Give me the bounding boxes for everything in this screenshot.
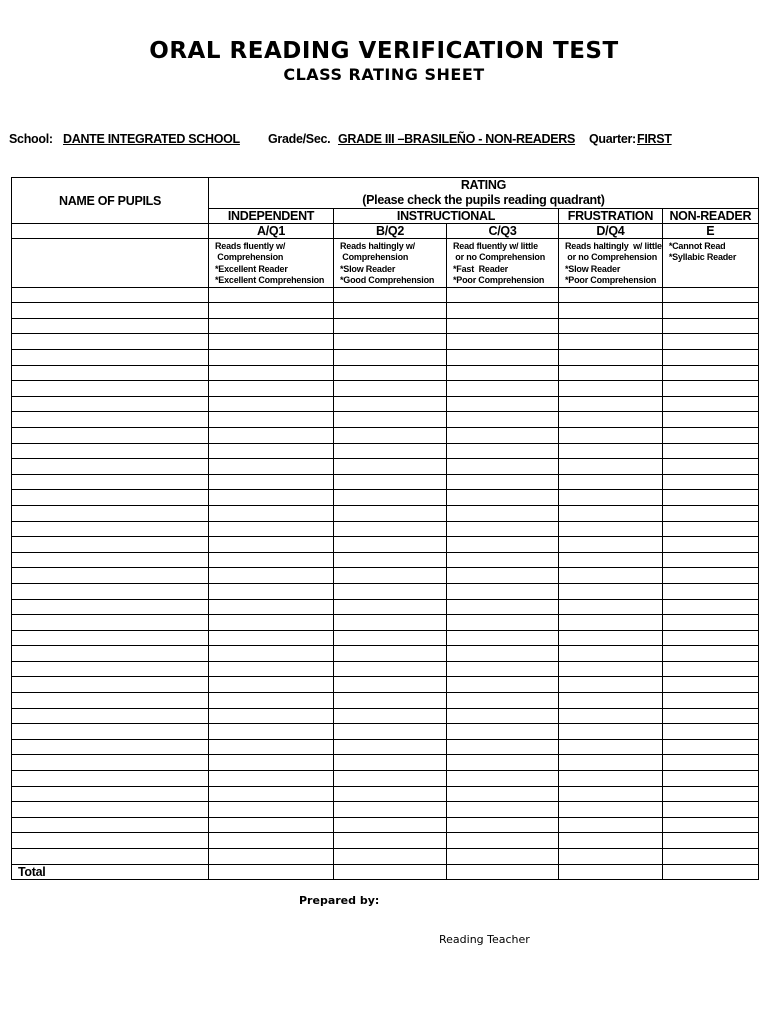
table-row [12, 381, 759, 397]
rating-check-cell[interactable] [559, 646, 663, 662]
rating-check-cell[interactable] [559, 615, 663, 631]
pupil-name-cell[interactable] [12, 786, 209, 802]
rating-check-cell[interactable] [559, 381, 663, 397]
pupil-name-cell[interactable] [12, 568, 209, 584]
rating-check-cell[interactable] [334, 677, 447, 693]
rating-check-cell[interactable] [334, 474, 447, 490]
rating-check-cell[interactable] [209, 350, 334, 366]
rating-check-cell[interactable] [662, 630, 758, 646]
table-row [12, 693, 759, 709]
rating-check-cell[interactable] [209, 646, 334, 662]
pupil-name-cell[interactable] [12, 521, 209, 537]
rating-check-cell[interactable] [334, 412, 447, 428]
rating-check-cell[interactable] [662, 334, 758, 350]
table-row [12, 786, 759, 802]
rating-check-cell[interactable] [209, 630, 334, 646]
rating-check-cell[interactable] [662, 661, 758, 677]
rating-check-cell[interactable] [209, 599, 334, 615]
rating-check-cell[interactable] [447, 599, 559, 615]
pupil-name-cell[interactable] [12, 412, 209, 428]
rating-check-cell[interactable] [447, 396, 559, 412]
pupil-name-cell[interactable] [12, 724, 209, 740]
name-of-pupils-header: NAME OF PUPILS [12, 178, 209, 224]
table-row [12, 443, 759, 459]
rating-check-cell[interactable] [559, 396, 663, 412]
total-cell[interactable] [209, 864, 334, 879]
total-label: Total [12, 864, 209, 879]
rating-check-cell[interactable] [559, 459, 663, 475]
pupil-name-cell[interactable] [12, 537, 209, 553]
rating-check-cell[interactable] [209, 537, 334, 553]
rating-check-cell[interactable] [559, 724, 663, 740]
pupil-name-cell[interactable] [12, 630, 209, 646]
rating-check-cell[interactable] [209, 303, 334, 319]
rating-check-cell[interactable] [334, 318, 447, 334]
rating-check-cell[interactable] [447, 739, 559, 755]
pupil-name-cell[interactable] [12, 287, 209, 303]
rating-check-cell[interactable] [447, 786, 559, 802]
rating-check-cell[interactable] [559, 802, 663, 818]
table-row [12, 833, 759, 849]
rating-check-cell[interactable] [334, 350, 447, 366]
table-row [12, 474, 759, 490]
table-row [12, 490, 759, 506]
rating-check-cell[interactable] [447, 443, 559, 459]
rating-check-cell[interactable] [662, 427, 758, 443]
rating-check-cell[interactable] [662, 521, 758, 537]
rating-check-cell[interactable] [559, 817, 663, 833]
rating-check-cell[interactable] [447, 381, 559, 397]
rating-title: RATING [460, 178, 506, 192]
rating-check-cell[interactable] [209, 693, 334, 709]
rating-check-cell[interactable] [334, 771, 447, 787]
pupil-name-cell[interactable] [12, 350, 209, 366]
rating-check-cell[interactable] [334, 817, 447, 833]
rating-check-cell[interactable] [559, 677, 663, 693]
rating-check-cell[interactable] [334, 443, 447, 459]
rating-check-cell[interactable] [447, 646, 559, 662]
table-row [12, 739, 759, 755]
rating-check-cell[interactable] [662, 615, 758, 631]
pupil-name-cell[interactable] [12, 490, 209, 506]
rating-check-cell[interactable] [662, 381, 758, 397]
rating-check-cell[interactable] [447, 833, 559, 849]
rating-check-cell[interactable] [447, 583, 559, 599]
rating-check-cell[interactable] [447, 724, 559, 740]
rating-check-cell[interactable] [662, 287, 758, 303]
table-row [12, 412, 759, 428]
quarter-value: FIRST [637, 132, 672, 146]
rating-check-cell[interactable] [209, 552, 334, 568]
table-row [12, 568, 759, 584]
rating-check-cell[interactable] [662, 459, 758, 475]
rating-check-cell[interactable] [662, 396, 758, 412]
rating-check-cell[interactable] [662, 318, 758, 334]
table-row [12, 521, 759, 537]
rating-check-cell[interactable] [334, 365, 447, 381]
rating-check-cell[interactable] [447, 318, 559, 334]
table-row [12, 708, 759, 724]
rating-check-cell[interactable] [334, 381, 447, 397]
rating-check-cell[interactable] [559, 708, 663, 724]
rating-check-cell[interactable] [662, 552, 758, 568]
table-row [12, 350, 759, 366]
pupil-name-cell[interactable] [12, 739, 209, 755]
total-cell[interactable] [447, 864, 559, 879]
table-row [12, 802, 759, 818]
rating-check-cell[interactable] [209, 474, 334, 490]
rating-check-cell[interactable] [662, 490, 758, 506]
rating-check-cell[interactable] [559, 630, 663, 646]
rating-check-cell[interactable] [209, 443, 334, 459]
rating-check-cell[interactable] [447, 303, 559, 319]
rating-check-cell[interactable] [447, 817, 559, 833]
rating-check-cell[interactable] [334, 568, 447, 584]
rating-check-cell[interactable] [662, 802, 758, 818]
rating-check-cell[interactable] [209, 802, 334, 818]
pupil-name-cell[interactable] [12, 708, 209, 724]
rating-check-cell[interactable] [559, 552, 663, 568]
rating-check-cell[interactable] [334, 427, 447, 443]
rating-table [11, 177, 759, 880]
rating-check-cell[interactable] [334, 505, 447, 521]
rating-check-cell[interactable] [559, 334, 663, 350]
rating-check-cell[interactable] [334, 552, 447, 568]
pupil-name-cell[interactable] [12, 365, 209, 381]
rating-check-cell[interactable] [447, 505, 559, 521]
rating-check-cell[interactable] [334, 490, 447, 506]
rating-check-cell[interactable] [209, 459, 334, 475]
pupil-name-cell[interactable] [12, 615, 209, 631]
pupil-name-cell[interactable] [12, 318, 209, 334]
rating-check-cell[interactable] [662, 739, 758, 755]
table-row [12, 817, 759, 833]
table-row [12, 365, 759, 381]
rating-check-cell[interactable] [447, 677, 559, 693]
school-label: School: [9, 132, 53, 146]
rating-check-cell[interactable] [662, 365, 758, 381]
rating-check-cell[interactable] [209, 412, 334, 428]
description-cell: Read fluently w/ little or no Comprehension *Fast Reader *Poor Comprehension [447, 239, 559, 288]
rating-check-cell[interactable] [559, 427, 663, 443]
rating-check-cell[interactable] [209, 318, 334, 334]
rating-check-cell[interactable] [334, 459, 447, 475]
rating-check-cell[interactable] [209, 287, 334, 303]
table-row [12, 303, 759, 319]
rating-check-cell[interactable] [334, 786, 447, 802]
pupil-name-cell[interactable] [12, 459, 209, 475]
rating-check-cell[interactable] [209, 396, 334, 412]
rating-check-cell[interactable] [559, 412, 663, 428]
rating-check-cell[interactable] [447, 771, 559, 787]
table-row [12, 552, 759, 568]
pupil-name-cell[interactable] [12, 693, 209, 709]
table-row [12, 771, 759, 787]
rating-check-cell[interactable] [447, 849, 559, 865]
rating-check-cell[interactable] [447, 334, 559, 350]
pupil-name-cell[interactable] [12, 334, 209, 350]
pupil-name-cell[interactable] [12, 833, 209, 849]
rating-check-cell[interactable] [334, 739, 447, 755]
pupil-name-cell[interactable] [12, 552, 209, 568]
rating-check-cell[interactable] [662, 771, 758, 787]
quarter-label: Quarter: [589, 132, 636, 146]
table-row [12, 505, 759, 521]
code-cell: A/Q1 [209, 224, 334, 239]
rating-check-cell[interactable] [334, 334, 447, 350]
pupil-name-cell[interactable] [12, 771, 209, 787]
category-independent: INDEPENDENT [209, 209, 334, 224]
rating-check-cell[interactable] [447, 287, 559, 303]
code-cell: E [662, 224, 758, 239]
rating-check-cell[interactable] [662, 599, 758, 615]
rating-check-cell[interactable] [334, 724, 447, 740]
table-row [12, 724, 759, 740]
rating-check-cell[interactable] [559, 474, 663, 490]
rating-check-cell[interactable] [559, 786, 663, 802]
grade-value: GRADE III –BRASILEÑO - NON-READERS [338, 132, 576, 146]
rating-check-cell[interactable] [209, 755, 334, 771]
rating-note: (Please check the pupils reading quadrant) [362, 193, 605, 207]
rating-check-cell[interactable] [662, 693, 758, 709]
rating-check-cell[interactable] [662, 568, 758, 584]
pupil-name-cell[interactable] [12, 505, 209, 521]
rating-check-cell[interactable] [334, 615, 447, 631]
rating-check-cell[interactable] [334, 646, 447, 662]
rating-check-cell[interactable] [334, 521, 447, 537]
rating-check-cell[interactable] [334, 583, 447, 599]
rating-check-cell[interactable] [559, 755, 663, 771]
rating-check-cell[interactable] [662, 350, 758, 366]
rating-check-cell[interactable] [447, 693, 559, 709]
pupil-name-cell[interactable] [12, 802, 209, 818]
rating-check-cell[interactable] [662, 786, 758, 802]
rating-check-cell[interactable] [447, 802, 559, 818]
rating-check-cell[interactable] [209, 677, 334, 693]
table-row [12, 615, 759, 631]
rating-check-cell[interactable] [447, 474, 559, 490]
total-cell[interactable] [334, 864, 447, 879]
rating-check-cell[interactable] [662, 646, 758, 662]
rating-check-cell[interactable] [209, 661, 334, 677]
total-cell[interactable] [662, 864, 758, 879]
table-row [12, 755, 759, 771]
rating-check-cell[interactable] [209, 334, 334, 350]
rating-check-cell[interactable] [447, 615, 559, 631]
rating-check-cell[interactable] [559, 521, 663, 537]
document-title: ORAL READING VERIFICATION TEST [149, 38, 619, 64]
description-cell: Reads haltingly w/ Comprehension *Slow Reader *Good Comprehension [334, 239, 447, 288]
rating-check-cell[interactable] [209, 568, 334, 584]
rating-check-cell[interactable] [447, 537, 559, 553]
pupil-name-cell[interactable] [12, 443, 209, 459]
rating-check-cell[interactable] [447, 568, 559, 584]
rating-check-cell[interactable] [209, 771, 334, 787]
table-row [12, 599, 759, 615]
rating-check-cell[interactable] [662, 303, 758, 319]
rating-check-cell[interactable] [209, 724, 334, 740]
school-value: DANTE INTEGRATED SCHOOL [63, 132, 240, 146]
pupil-name-cell[interactable] [12, 396, 209, 412]
rating-check-cell[interactable] [334, 599, 447, 615]
rating-check-cell[interactable] [559, 490, 663, 506]
pupil-name-cell[interactable] [12, 427, 209, 443]
rating-check-cell[interactable] [334, 802, 447, 818]
table-row [12, 646, 759, 662]
rating-check-cell[interactable] [662, 708, 758, 724]
category-frustration: FRUSTRATION [559, 209, 663, 224]
rating-check-cell[interactable] [559, 287, 663, 303]
code-cell: D/Q4 [559, 224, 663, 239]
pupil-name-cell[interactable] [12, 817, 209, 833]
rating-check-cell[interactable] [447, 350, 559, 366]
rating-check-cell[interactable] [209, 817, 334, 833]
document-subtitle: CLASS RATING SHEET [283, 65, 485, 84]
rating-check-cell[interactable] [662, 505, 758, 521]
rating-check-cell[interactable] [209, 427, 334, 443]
code-cell: C/Q3 [447, 224, 559, 239]
code-cell: B/Q2 [334, 224, 447, 239]
rating-check-cell[interactable] [447, 630, 559, 646]
rating-check-cell[interactable] [559, 443, 663, 459]
pupil-name-cell[interactable] [12, 646, 209, 662]
rating-check-cell[interactable] [447, 365, 559, 381]
table-row [12, 583, 759, 599]
rating-check-cell[interactable] [662, 849, 758, 865]
category-non-reader: NON-READER [662, 209, 758, 224]
rating-check-cell[interactable] [447, 427, 559, 443]
rating-check-cell[interactable] [209, 505, 334, 521]
rating-check-cell[interactable] [334, 396, 447, 412]
rating-check-cell[interactable] [209, 833, 334, 849]
pupil-name-cell[interactable] [12, 677, 209, 693]
rating-check-cell[interactable] [209, 583, 334, 599]
name-cell[interactable] [12, 224, 209, 239]
table-row [12, 677, 759, 693]
table-row [12, 459, 759, 475]
rating-check-cell[interactable] [662, 537, 758, 553]
rating-check-cell[interactable] [447, 661, 559, 677]
rating-check-cell[interactable] [559, 505, 663, 521]
rating-check-cell[interactable] [662, 755, 758, 771]
rating-check-cell[interactable] [559, 833, 663, 849]
rating-check-cell[interactable] [662, 833, 758, 849]
rating-check-cell[interactable] [447, 552, 559, 568]
total-row [12, 864, 759, 879]
description-cell: Reads fluently w/ Comprehension *Excellent Reader *Excellent Comprehension [209, 239, 334, 288]
rating-check-cell[interactable] [662, 412, 758, 428]
rating-check-cell[interactable] [334, 693, 447, 709]
rating-check-cell[interactable] [559, 849, 663, 865]
category-instructional: INSTRUCTIONAL [334, 209, 559, 224]
rating-check-cell[interactable] [334, 287, 447, 303]
rating-check-cell[interactable] [447, 521, 559, 537]
pupil-name-cell[interactable] [12, 474, 209, 490]
rating-check-cell[interactable] [334, 708, 447, 724]
rating-check-cell[interactable] [209, 739, 334, 755]
table-row [12, 630, 759, 646]
description-cell: Reads haltingly w/ little or no Comprehension *Slow Reader *Poor Comprehension [559, 239, 663, 288]
rating-check-cell[interactable] [334, 833, 447, 849]
table-row [12, 427, 759, 443]
rating-check-cell[interactable] [559, 365, 663, 381]
pupil-name-cell[interactable] [12, 599, 209, 615]
rating-check-cell[interactable] [334, 755, 447, 771]
rating-check-cell[interactable] [662, 583, 758, 599]
rating-check-cell[interactable] [559, 771, 663, 787]
rating-check-cell[interactable] [209, 615, 334, 631]
rating-check-cell[interactable] [209, 849, 334, 865]
rating-check-cell[interactable] [334, 661, 447, 677]
table-row [12, 334, 759, 350]
grade-label: Grade/Sec. [268, 132, 331, 146]
pupil-name-cell[interactable] [12, 661, 209, 677]
rating-check-cell[interactable] [559, 739, 663, 755]
rating-check-cell[interactable] [209, 490, 334, 506]
rating-check-cell[interactable] [334, 630, 447, 646]
rating-check-cell[interactable] [559, 350, 663, 366]
rating-check-cell[interactable] [559, 599, 663, 615]
rating-check-cell[interactable] [209, 365, 334, 381]
table-row [12, 661, 759, 677]
rating-check-cell[interactable] [334, 303, 447, 319]
rating-check-cell[interactable] [209, 381, 334, 397]
pupil-name-cell[interactable] [12, 303, 209, 319]
rating-check-cell[interactable] [447, 708, 559, 724]
table-row [12, 287, 759, 303]
reading-teacher-label: Reading Teacher [439, 933, 530, 946]
rating-check-cell[interactable] [559, 693, 663, 709]
rating-check-cell[interactable] [559, 661, 663, 677]
rating-check-cell[interactable] [447, 755, 559, 771]
rating-check-cell[interactable] [662, 677, 758, 693]
rating-check-cell[interactable] [447, 412, 559, 428]
pupil-name-cell[interactable] [12, 381, 209, 397]
description-cell: *Cannot Read *Syllabic Reader [662, 239, 758, 288]
rating-check-cell[interactable] [447, 459, 559, 475]
pupil-name-cell[interactable] [12, 755, 209, 771]
rating-check-cell[interactable] [209, 521, 334, 537]
table-row [12, 537, 759, 553]
rating-check-cell[interactable] [559, 568, 663, 584]
rating-check-cell[interactable] [334, 537, 447, 553]
rating-check-cell[interactable] [662, 443, 758, 459]
name-cell[interactable] [12, 239, 209, 288]
pupil-name-cell[interactable] [12, 849, 209, 865]
rating-check-cell[interactable] [334, 849, 447, 865]
rating-check-cell[interactable] [559, 303, 663, 319]
rating-check-cell[interactable] [662, 724, 758, 740]
rating-check-cell[interactable] [662, 474, 758, 490]
rating-check-cell[interactable] [662, 817, 758, 833]
rating-header [209, 178, 759, 209]
rating-check-cell[interactable] [559, 583, 663, 599]
rating-check-cell[interactable] [447, 490, 559, 506]
rating-check-cell[interactable] [209, 786, 334, 802]
table-row [12, 318, 759, 334]
rating-check-cell[interactable] [559, 318, 663, 334]
total-cell[interactable] [559, 864, 663, 879]
rating-check-cell[interactable] [209, 708, 334, 724]
rating-check-cell[interactable] [559, 537, 663, 553]
table-row [12, 396, 759, 412]
table-row [12, 849, 759, 865]
prepared-by-label: Prepared by: [299, 894, 380, 907]
pupil-name-cell[interactable] [12, 583, 209, 599]
